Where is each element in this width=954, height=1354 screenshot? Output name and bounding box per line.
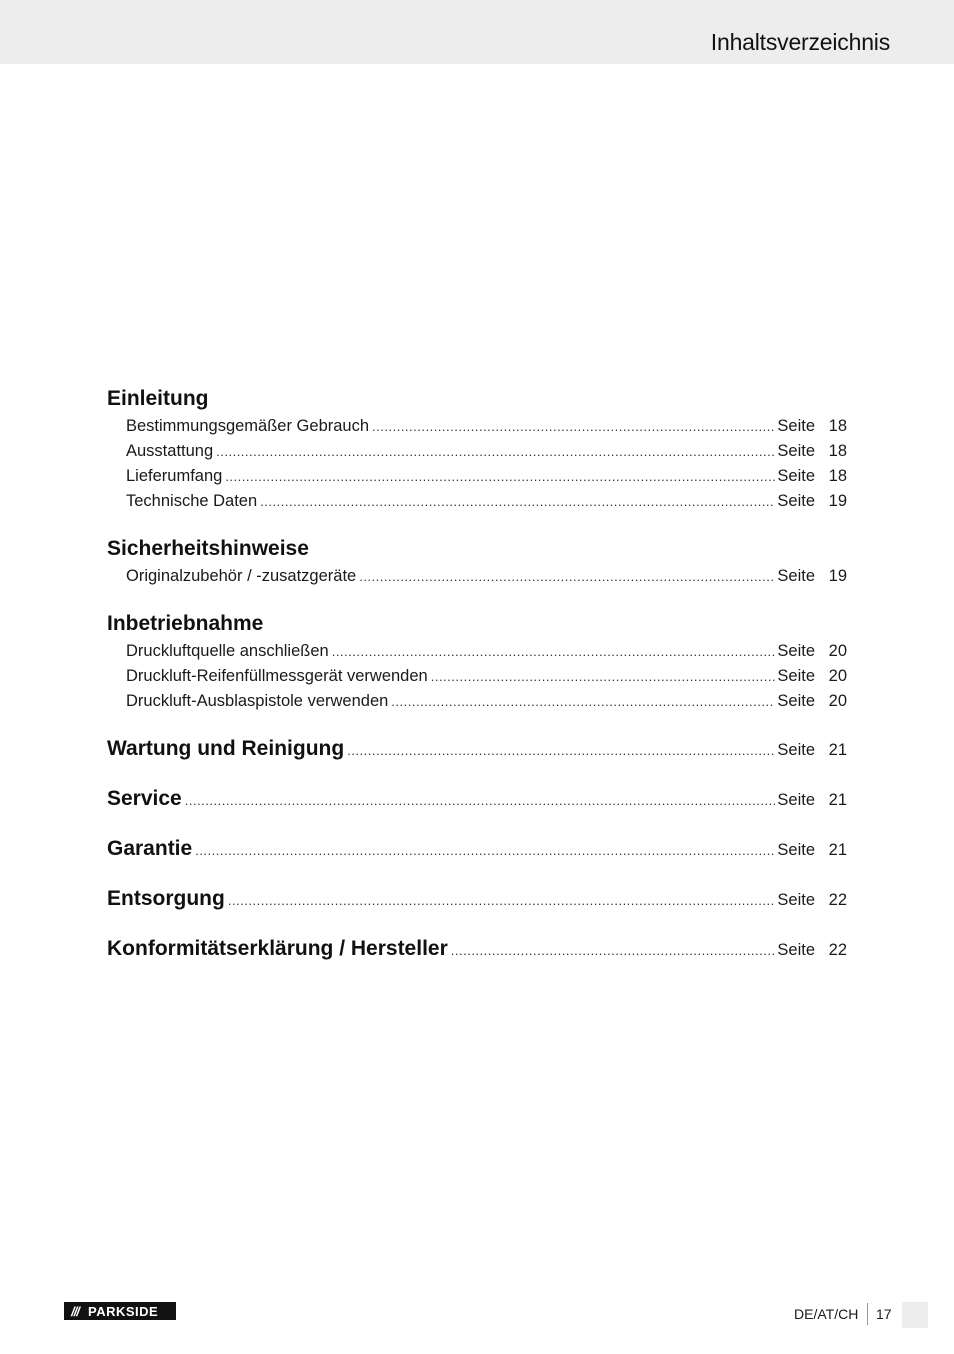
page-number: 21 xyxy=(828,791,847,809)
leader-dots xyxy=(391,689,775,714)
page-number: 21 xyxy=(828,841,847,859)
toc-heading-entry[interactable] xyxy=(107,734,847,784)
footer-tab-marker xyxy=(902,1302,928,1328)
page-title: Inhaltsverzeichnis xyxy=(710,29,890,55)
page-number: 19 xyxy=(828,492,847,510)
leader-dots xyxy=(216,439,775,464)
leader-dots xyxy=(225,464,775,489)
toc-entry[interactable] xyxy=(126,414,847,439)
toc-heading-entry[interactable] xyxy=(107,934,847,984)
leader-dots xyxy=(228,886,776,916)
seite-label: Seite xyxy=(777,467,815,485)
leader-dots xyxy=(185,786,776,816)
page-number: 19 xyxy=(828,567,847,585)
leader-dots xyxy=(332,639,776,664)
logo-text: PARKSIDE xyxy=(88,1303,159,1319)
leader-dots xyxy=(451,936,776,966)
page-number: 21 xyxy=(828,741,847,759)
toc-entry[interactable] xyxy=(126,439,847,464)
section-heading[interactable]: Inbetriebnahme xyxy=(107,612,264,635)
leader-dots xyxy=(359,564,775,589)
section-heading: Wartung und Reinigung xyxy=(107,737,345,760)
page-number: 18 xyxy=(828,442,847,460)
entry-title: Lieferumfang xyxy=(126,467,223,485)
toc-section-inbetriebnahme xyxy=(107,609,847,714)
entry-title: Bestimmungsgemäßer Gebrauch xyxy=(126,417,370,435)
seite-label: Seite xyxy=(777,642,815,660)
section-heading: Entsorgung xyxy=(107,887,225,910)
locale-label: DE/AT/CH xyxy=(794,1306,859,1322)
seite-label: Seite xyxy=(777,567,815,585)
toc-entry[interactable] xyxy=(126,489,847,514)
leader-dots xyxy=(431,664,776,689)
seite-label: Seite xyxy=(777,941,815,959)
seite-label: Seite xyxy=(777,667,815,685)
seite-label: Seite xyxy=(777,417,815,435)
seite-label: Seite xyxy=(777,741,815,759)
toc-heading-entry[interactable] xyxy=(107,884,847,934)
seite-label: Seite xyxy=(777,692,815,710)
page-number: 22 xyxy=(828,941,847,959)
toc-section-sicherheitshinweise xyxy=(107,534,847,589)
entry-title: Druckluft-Reifenfüllmessgerät verwenden xyxy=(126,667,428,685)
table-of-contents xyxy=(107,384,847,984)
leader-dots xyxy=(260,489,775,514)
seite-label: Seite xyxy=(777,492,815,510)
page-number: 18 xyxy=(828,417,847,435)
toc-heading-entry[interactable] xyxy=(107,784,847,834)
toc-heading-entry[interactable] xyxy=(107,834,847,884)
entry-title: Technische Daten xyxy=(126,492,258,510)
section-heading: Konformitätserklärung / Hersteller xyxy=(107,937,448,960)
page-number: 18 xyxy=(828,467,847,485)
entry-title: Ausstattung xyxy=(126,442,214,460)
footer-divider xyxy=(867,1303,868,1325)
page-number: 20 xyxy=(828,667,847,685)
entry-title: Druckluftquelle anschließen xyxy=(126,642,329,660)
page-number: 20 xyxy=(828,692,847,710)
page-number: 22 xyxy=(828,891,847,909)
footer-page-number: 17 xyxy=(876,1306,892,1322)
section-heading: Garantie xyxy=(107,837,193,860)
entry-title: Originalzubehör / -zusatzgeräte xyxy=(126,567,357,585)
seite-label: Seite xyxy=(777,791,815,809)
seite-label: Seite xyxy=(777,841,815,859)
entry-title: Druckluft-Ausblaspistole verwenden xyxy=(126,692,389,710)
toc-section-einleitung xyxy=(107,384,847,514)
toc-entry[interactable] xyxy=(126,464,847,489)
toc-entry[interactable] xyxy=(126,639,847,664)
leader-dots xyxy=(195,836,775,866)
seite-label: Seite xyxy=(777,891,815,909)
section-heading[interactable]: Einleitung xyxy=(107,387,209,410)
toc-entry[interactable] xyxy=(126,664,847,689)
page-number: 20 xyxy=(828,642,847,660)
leader-dots xyxy=(347,736,775,766)
parkside-logo xyxy=(64,1302,176,1320)
section-heading: Service xyxy=(107,787,182,810)
header-band xyxy=(0,0,954,64)
section-heading[interactable]: Sicherheitshinweise xyxy=(107,537,309,560)
toc-entry[interactable] xyxy=(126,564,847,589)
leader-dots xyxy=(372,414,775,439)
seite-label: Seite xyxy=(777,442,815,460)
toc-entry[interactable] xyxy=(126,689,847,714)
logo-stripes-icon: /// xyxy=(71,1303,79,1319)
